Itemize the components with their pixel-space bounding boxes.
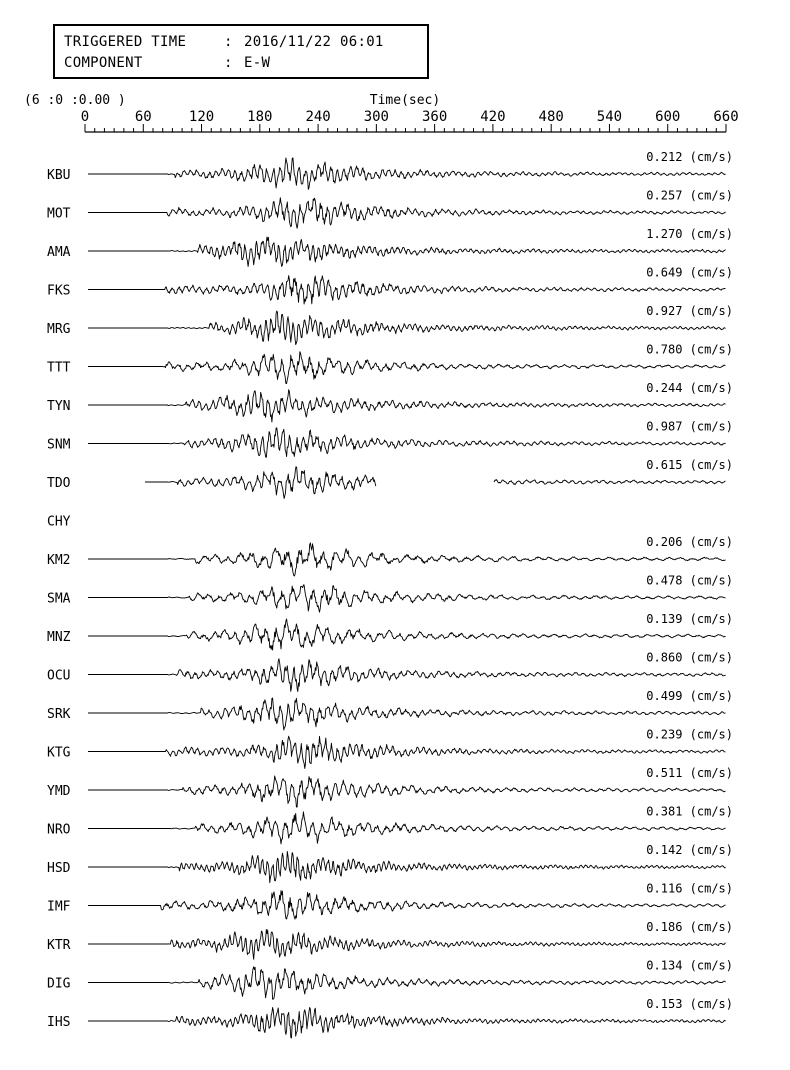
max-amplitude-label: 0.927 (cm/s) [646, 304, 733, 318]
waveform-trace [88, 812, 726, 844]
station-row-snm [47, 420, 733, 458]
station-row-ama [47, 227, 733, 267]
max-amplitude-label: 0.139 (cm/s) [646, 612, 733, 626]
waveform-trace [88, 390, 726, 422]
station-row-ymd [47, 766, 733, 807]
station-row-mnz [47, 612, 733, 650]
trigger-separator: : [224, 34, 233, 50]
waveform-trace [88, 659, 726, 692]
station-row-dig [47, 959, 733, 1000]
time-axis [24, 93, 739, 132]
station-label: DIG [47, 976, 71, 992]
x-tick-label-420: 420 [480, 109, 506, 125]
station-label: SNM [47, 437, 71, 453]
max-amplitude-label: 0.206 (cm/s) [646, 535, 733, 549]
max-amplitude-label: 0.244 (cm/s) [646, 381, 733, 395]
station-label: FKS [47, 283, 71, 299]
station-row-fks [47, 266, 733, 305]
x-tick-label-600: 600 [655, 109, 681, 125]
waveform-trace [88, 543, 726, 576]
station-row-tyn [47, 381, 733, 422]
x-tick-label-540: 540 [596, 109, 623, 125]
waveform-trace [88, 585, 726, 612]
max-amplitude-label: 0.186 (cm/s) [646, 920, 733, 934]
station-row-ktr [47, 920, 733, 959]
max-amplitude-label: 0.987 (cm/s) [646, 419, 733, 434]
station-label: SRK [47, 707, 71, 722]
station-label: SMA [47, 591, 71, 607]
station-label: KTG [47, 745, 71, 761]
station-row-mot [47, 189, 733, 229]
station-label: MRG [47, 322, 71, 337]
x-tick-label-240: 240 [305, 109, 331, 125]
x-tick-label-180: 180 [247, 109, 273, 125]
waveform-trace [88, 929, 726, 959]
station-label: KM2 [47, 553, 71, 568]
waveform-trace [88, 776, 726, 807]
component-value: E-W [244, 55, 271, 71]
waveform-trace [145, 467, 726, 499]
station-label: MOT [47, 206, 71, 222]
station-row-ttt [47, 343, 733, 384]
station-row-ocu [47, 651, 733, 692]
max-amplitude-label: 0.478 (cm/s) [646, 573, 733, 588]
max-amplitude-label: 0.511 (cm/s) [646, 766, 733, 780]
waveform-trace [88, 619, 726, 650]
trigger-value: 2016/11/22 06:01 [244, 34, 384, 50]
waveform-trace [88, 158, 726, 190]
max-amplitude-label: 0.212 (cm/s) [646, 150, 733, 164]
x-tick-label-660: 660 [713, 109, 739, 125]
x-tick-label-480: 480 [538, 109, 564, 125]
station-label: KBU [47, 168, 71, 183]
station-row-sma [47, 574, 733, 613]
max-amplitude-label: 1.270 (cm/s) [646, 227, 733, 241]
station-row-imf [47, 882, 733, 920]
station-label: IMF [47, 899, 71, 915]
x-tick-label-120: 120 [188, 109, 215, 125]
max-amplitude-label: 0.153 (cm/s) [646, 997, 733, 1011]
station-row-mrg [47, 304, 733, 345]
station-label: YMD [47, 784, 71, 799]
station-row-tdo [47, 458, 733, 499]
station-label: NRO [47, 822, 71, 838]
x-tick-label-0: 0 [80, 109, 90, 125]
max-amplitude-label: 0.499 (cm/s) [646, 689, 733, 703]
station-label: TTT [47, 360, 71, 376]
station-label: KTR [47, 938, 71, 953]
waveform-trace [88, 852, 726, 883]
station-label: MNZ [47, 630, 71, 645]
station-row-chy [47, 515, 71, 530]
trigger-label: TRIGGERED TIME [64, 34, 187, 50]
max-amplitude-label: 0.860 (cm/s) [646, 650, 733, 665]
station-row-kbu [47, 150, 733, 189]
max-amplitude-label: 0.142 (cm/s) [646, 843, 733, 857]
waveform-trace [88, 276, 726, 304]
station-traces [47, 150, 733, 1038]
waveform-trace [88, 311, 726, 345]
x-axis-label: Time(sec) [369, 93, 441, 108]
component-separator: : [224, 55, 233, 71]
max-amplitude-label: 0.239 (cm/s) [646, 727, 733, 742]
component-label: COMPONENT [64, 55, 143, 71]
station-label: CHY [47, 514, 71, 530]
x-tick-label-300: 300 [363, 109, 390, 125]
header-box [54, 25, 428, 78]
max-amplitude-label: 0.649 (cm/s) [646, 265, 733, 280]
waveform-trace [88, 698, 726, 730]
waveform-trace [88, 352, 726, 384]
waveform-trace [88, 428, 726, 458]
max-amplitude-label: 0.116 (cm/s) [646, 881, 733, 896]
waveform-trace [88, 198, 726, 229]
x-tick-label-60: 60 [134, 109, 152, 125]
max-amplitude-label: 0.257 (cm/s) [646, 188, 733, 203]
x-ticks [85, 124, 726, 132]
station-row-hsd [47, 843, 733, 883]
max-amplitude-label: 0.381 (cm/s) [646, 804, 733, 819]
waveform-trace [88, 891, 726, 920]
origin-time-label: (6 :0 :0.00 ) [24, 93, 126, 108]
station-label: TDO [47, 476, 71, 491]
station-label: OCU [47, 668, 71, 684]
station-label: IHS [47, 1015, 71, 1030]
max-amplitude-label: 0.615 (cm/s) [646, 458, 733, 472]
station-label: HSD [47, 861, 71, 876]
x-tick-labels [81, 109, 739, 125]
station-row-km2 [47, 535, 733, 576]
station-label: TYN [47, 399, 71, 414]
waveform-trace [88, 736, 726, 768]
station-row-nro [47, 805, 733, 844]
max-amplitude-label: 0.780 (cm/s) [646, 342, 733, 357]
station-row-ktg [47, 728, 733, 769]
x-tick-label-360: 360 [421, 109, 448, 125]
waveform-trace [88, 237, 726, 267]
waveform-trace [88, 967, 726, 1000]
station-label: AMA [47, 245, 71, 260]
max-amplitude-label: 0.134 (cm/s) [646, 958, 733, 973]
station-row-ihs [47, 997, 733, 1038]
waveform-trace [88, 1007, 726, 1038]
station-row-srk [47, 689, 733, 730]
